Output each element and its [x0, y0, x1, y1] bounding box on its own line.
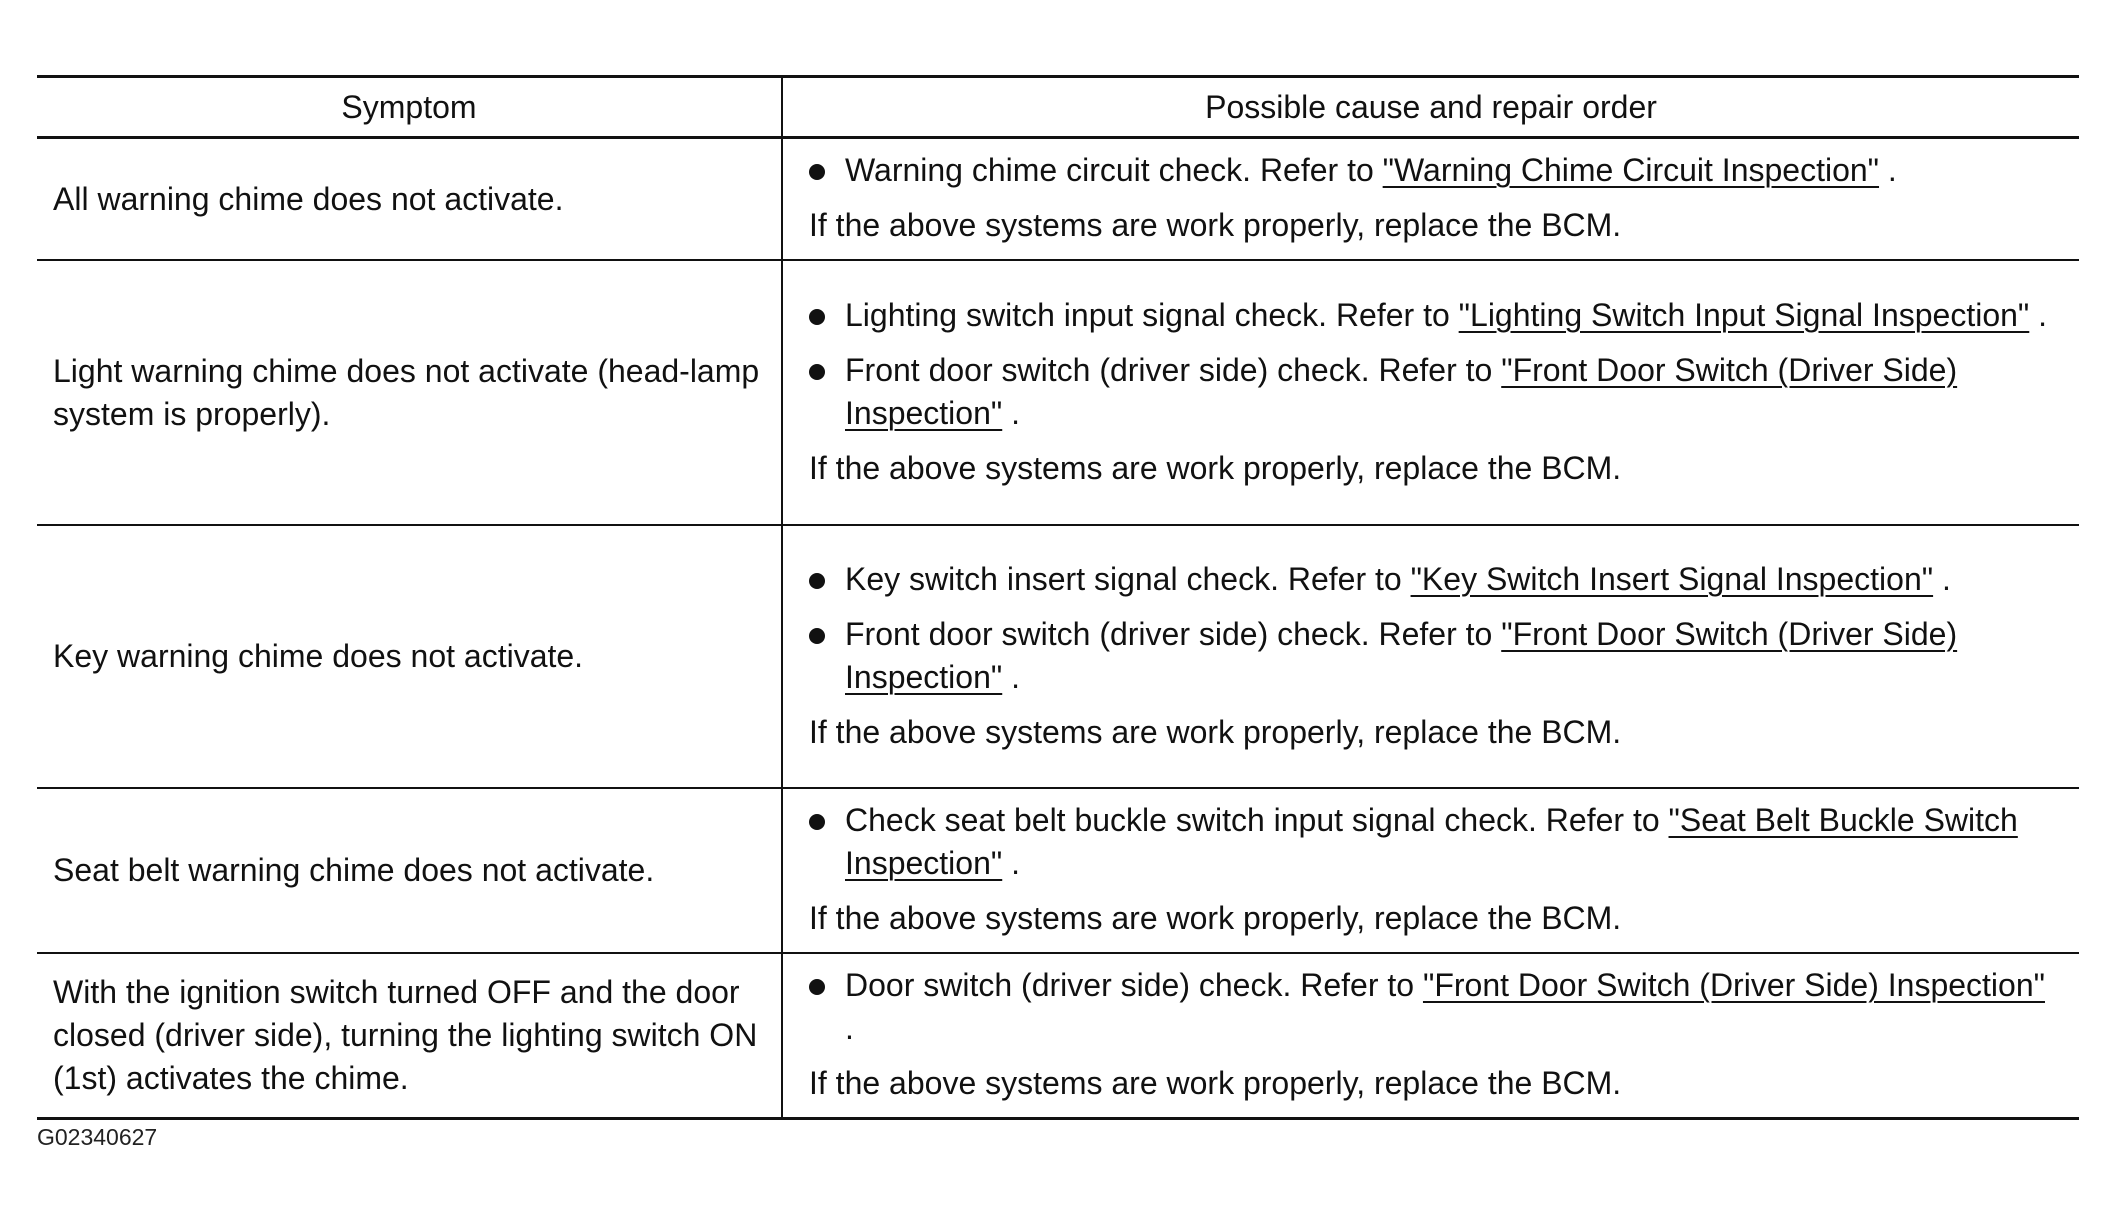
bullet-icon — [809, 814, 825, 830]
summary-text: If the above systems are work properly, replace the BCM. — [809, 900, 1622, 936]
symptom-cell: Key warning chime does not activate. — [37, 525, 782, 788]
figure-id: G02340627 — [37, 1124, 158, 1150]
item-tail: . — [845, 1010, 854, 1046]
list-item — [809, 558, 2059, 601]
item-text: Front door switch (driver side) check. Refer to — [845, 351, 1502, 388]
bullet-icon — [809, 364, 825, 380]
bullet-icon — [809, 309, 825, 325]
inspection-link[interactable]: "Front Door Switch (Driver Side) Inspection" — [845, 615, 1958, 695]
cause-cell — [782, 953, 2079, 1119]
item-tail: . — [2029, 296, 2048, 333]
inspection-link[interactable]: "Warning Chime Circuit Inspection" — [1382, 152, 1880, 188]
bullet-icon — [809, 979, 825, 995]
table-row — [37, 138, 2079, 261]
cause-cell — [782, 788, 2079, 953]
list-item — [809, 349, 2059, 435]
summary-text: If the above systems are work properly, replace the BCM. — [809, 207, 1622, 243]
item-text: Lighting switch input signal check. Refer to — [845, 296, 1459, 333]
list-item — [809, 149, 2059, 192]
symptom-cell: All warning chime does not activate. — [37, 138, 782, 261]
item-text: Front door switch (driver side) check. Refer to — [845, 615, 1502, 652]
bullet-icon — [809, 164, 825, 180]
symptom-cell: With the ignition switch turned OFF and the door closed (driver side), turning the lighting switch ON (1st) activates the chime. — [37, 953, 782, 1119]
symptom-cell: Seat belt warning chime does not activate. — [37, 788, 782, 953]
inspection-link[interactable]: "Front Door Switch (Driver Side) Inspection" — [845, 351, 1958, 431]
inspection-link[interactable]: "Key Switch Insert Signal Inspection" — [1410, 560, 1934, 597]
bullet-icon — [809, 628, 825, 644]
item-text: Check seat belt buckle switch input signal check. Refer to — [845, 802, 1669, 838]
table-row — [37, 788, 2079, 953]
table-row — [37, 525, 2079, 788]
inspection-link[interactable]: "Front Door Switch (Driver Side) Inspection" — [1422, 967, 2045, 1003]
table-row — [37, 953, 2079, 1119]
header-cause: Possible cause and repair order — [782, 77, 2079, 138]
item-text: Door switch (driver side) check. Refer to — [845, 967, 1423, 1003]
table-row — [37, 260, 2079, 525]
summary-text: If the above systems are work properly, replace the BCM. — [809, 449, 1622, 486]
summary-text: If the above systems are work properly, replace the BCM. — [809, 1065, 1622, 1101]
item-text: Warning chime circuit check. Refer to — [845, 152, 1383, 188]
item-tail: . — [1933, 560, 1951, 597]
item-tail: . — [1879, 152, 1897, 188]
cause-cell — [782, 138, 2079, 261]
item-tail: . — [1002, 658, 1021, 695]
cause-cell — [782, 525, 2079, 788]
symptom-table — [37, 75, 2079, 1120]
item-tail: . — [1002, 394, 1021, 431]
symptom-cell: Light warning chime does not activate (head-lamp system is properly). — [37, 260, 782, 525]
cause-cell — [782, 260, 2079, 525]
inspection-link[interactable]: "Lighting Switch Input Signal Inspection" — [1458, 296, 2030, 333]
list-item — [809, 294, 2059, 337]
list-item — [809, 799, 2059, 885]
summary-text: If the above systems are work properly, replace the BCM. — [809, 713, 1622, 750]
item-text: Key switch insert signal check. Refer to — [845, 560, 1411, 597]
item-tail: . — [1002, 845, 1021, 881]
bullet-icon — [809, 573, 825, 589]
list-item — [809, 964, 2059, 1050]
list-item — [809, 613, 2059, 699]
header-symptom: Symptom — [37, 77, 782, 138]
table-header-row — [37, 77, 2079, 138]
inspection-link[interactable]: "Seat Belt Buckle Switch Inspection" — [845, 802, 2018, 881]
